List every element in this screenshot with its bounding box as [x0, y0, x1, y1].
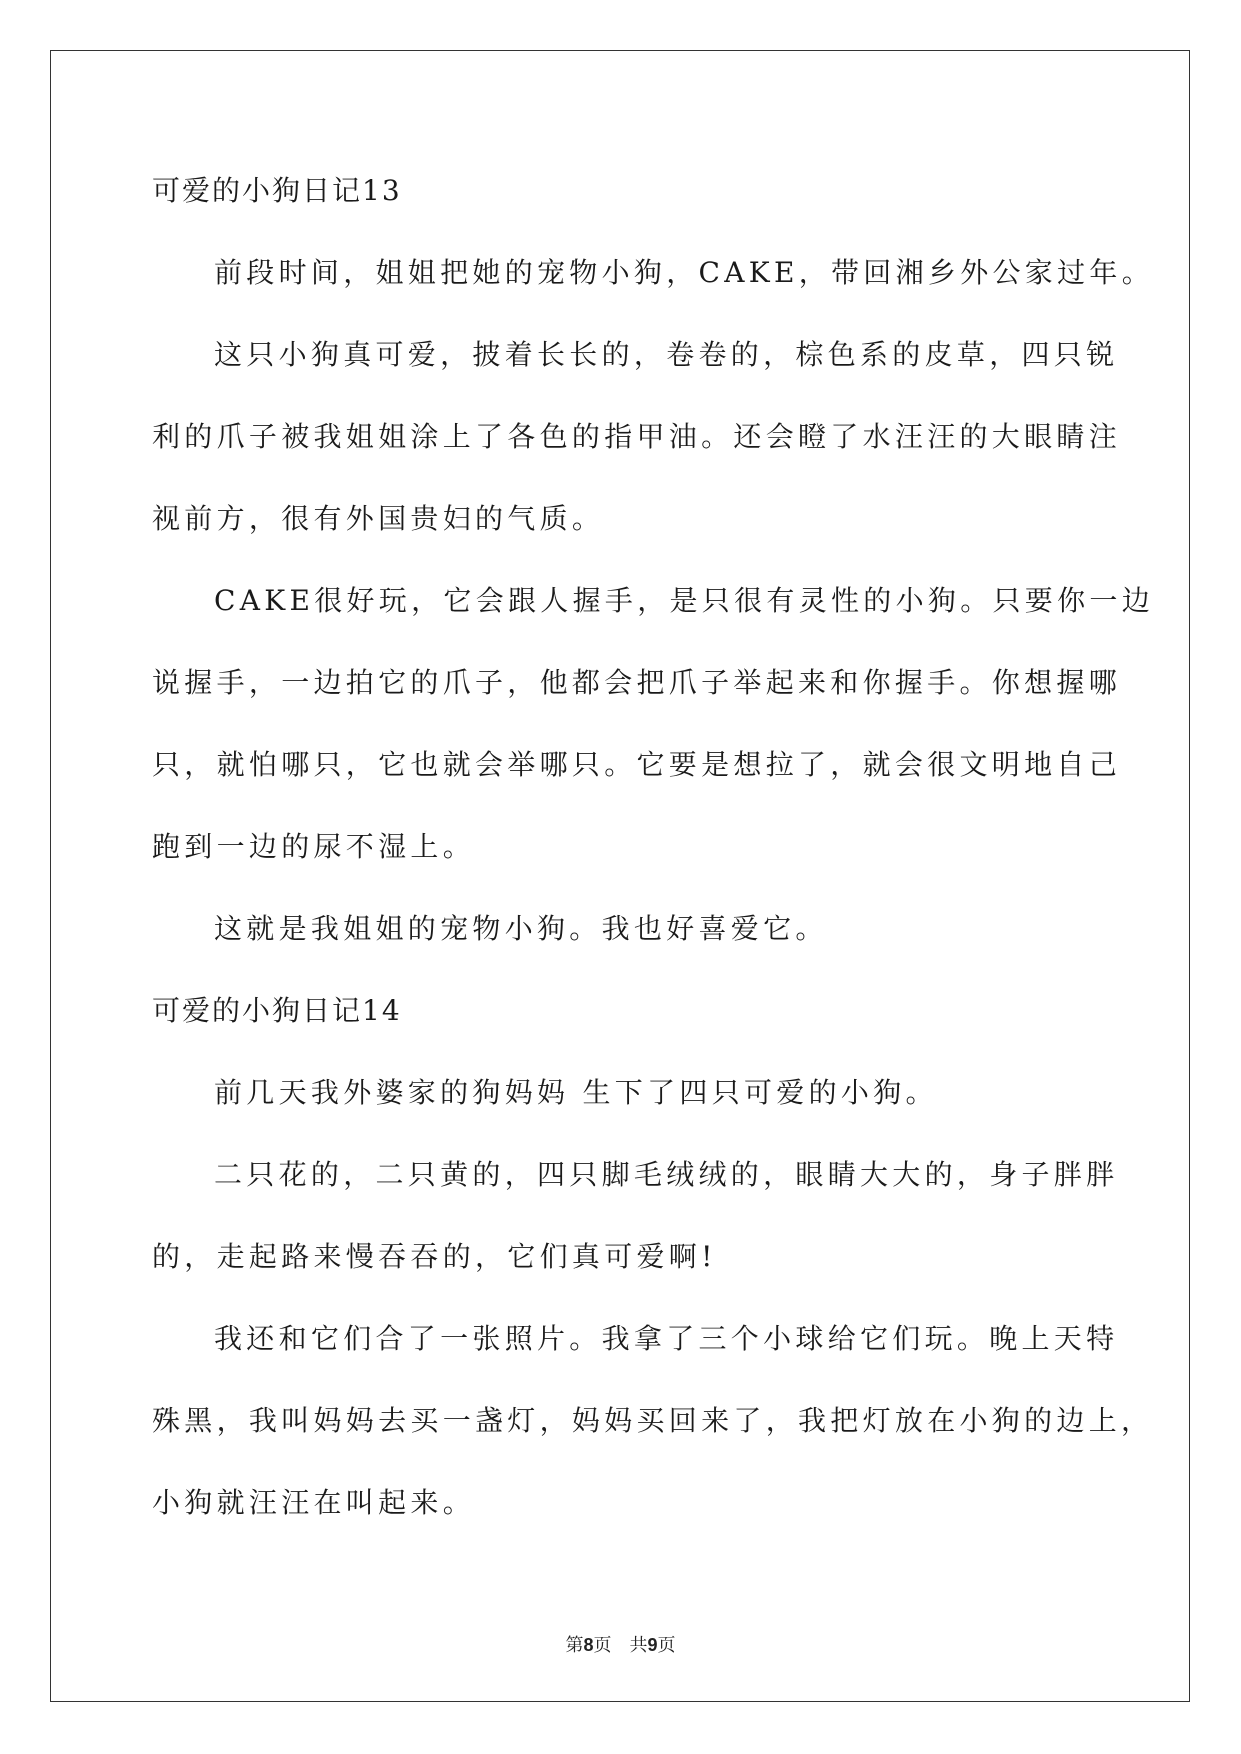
paragraph-line: 说握手，一边拍它的爪子，他都会把爪子举起来和你握手。你想握哪 [152, 666, 1122, 699]
paragraph-line: 只，就怕哪只，它也就会举哪只。它要是想拉了，就会很文明地自己 [152, 748, 1122, 781]
paragraph-line: 前几天我外婆家的狗妈妈 生下了四只可爱的小狗。 [214, 1076, 938, 1109]
paragraph-line: 的，走起路来慢吞吞的，它们真可爱啊! [152, 1240, 717, 1273]
page-border [50, 50, 1190, 1702]
footer-total-suffix: 页 [657, 1635, 676, 1655]
paragraph-line: CAKE很好玩，它会跟人握手，是只很有灵性的小狗。只要你一边 [214, 584, 1155, 617]
paragraph-line: 这就是我姐姐的宠物小狗。我也好喜爱它。 [214, 912, 828, 945]
paragraph-line: 我还和它们合了一张照片。我拿了三个小球给它们玩。晚上天特 [214, 1322, 1119, 1355]
paragraph-line: 殊黑，我叫妈妈去买一盏灯，妈妈买回来了，我把灯放在小狗的边上， [152, 1404, 1154, 1437]
footer-current-page: 8 [583, 1635, 594, 1655]
paragraph-line: 这只小狗真可爱，披着长长的，卷卷的，棕色系的皮草，四只锐 [214, 338, 1119, 371]
entry-title: 可爱的小狗日记14 [152, 994, 402, 1027]
footer-total-prefix: 共 [629, 1635, 648, 1655]
page-footer [0, 1634, 1241, 1656]
paragraph-line: 利的爪子被我姐姐涂上了各色的指甲油。还会瞪了水汪汪的大眼睛注 [152, 420, 1122, 453]
paragraph-line: 跑到一边的尿不湿上。 [152, 830, 476, 863]
paragraph-line: 小狗就汪汪在叫起来。 [152, 1486, 476, 1519]
entry-title: 可爱的小狗日记13 [152, 174, 402, 207]
footer-page-prefix: 第 [565, 1635, 584, 1655]
paragraph-line: 视前方，很有外国贵妇的气质。 [152, 502, 605, 535]
paragraph-line: 二只花的，二只黄的，四只脚毛绒绒的，眼睛大大的，身子胖胖 [214, 1158, 1119, 1191]
paragraph-line: 前段时间，姐姐把她的宠物小狗，CAKE，带回湘乡外公家过年。 [214, 256, 1155, 289]
footer-page-suffix: 页 [593, 1635, 612, 1655]
footer-total-pages: 9 [647, 1635, 658, 1655]
